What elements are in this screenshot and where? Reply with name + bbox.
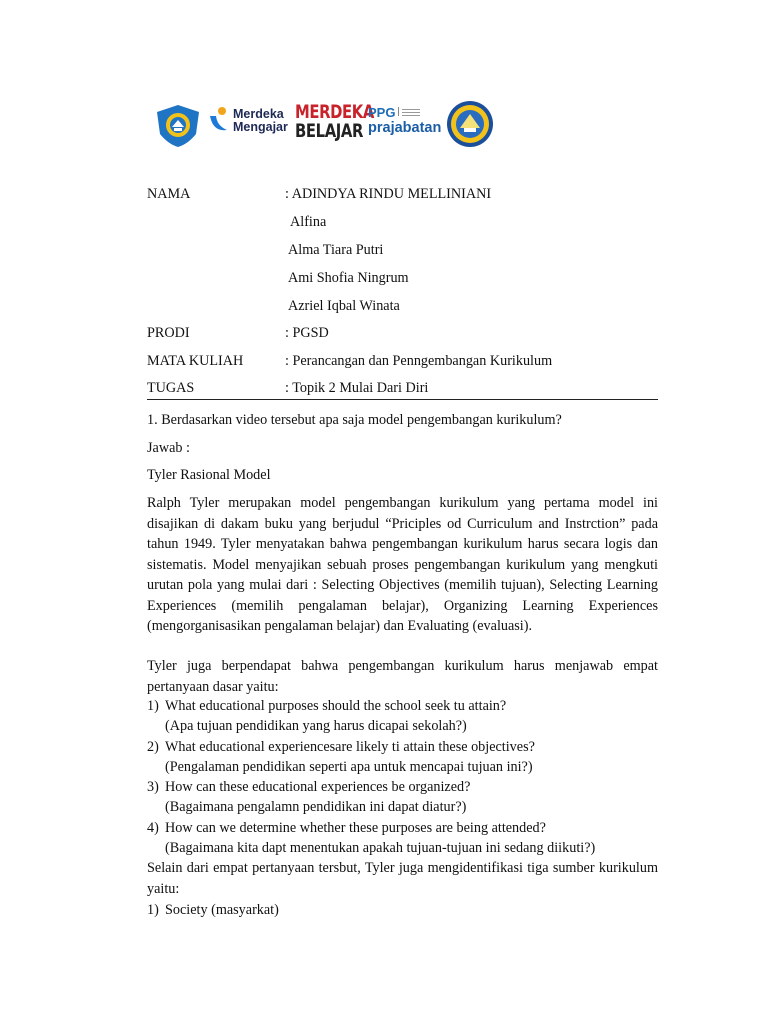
list-item-number: 1): [147, 698, 159, 714]
ppg-label: PPG: [368, 105, 396, 120]
tugas-label: TUGAS: [147, 380, 195, 396]
member-name: Alma Tiara Putri: [288, 242, 384, 258]
member-name: Ami Shofia Ningrum: [288, 270, 409, 286]
list-item-translation: (Bagaimana kita dapt menentukan apakah tujuan-tujuan ini sedang diikuti?): [165, 840, 596, 856]
merdeka-belajar-logo: [295, 103, 374, 141]
university-seal-logo: [446, 100, 494, 148]
paragraph-four-questions: Tyler juga berpendapat bahwa pengembangan kurikulum harus menjawab empat pertanyaan dasar yaitu:: [147, 658, 658, 695]
member-name: Azriel Iqbal Winata: [288, 298, 400, 314]
logo-strip: [155, 100, 475, 152]
list-item-question: How can these educational experiences be organized?: [165, 779, 471, 795]
model-title: Tyler Rasional Model: [147, 467, 271, 483]
prajabatan-label: prajabatan: [368, 120, 442, 136]
ppg-small-text-decoration: [398, 107, 423, 116]
kemdikbud-seal-logo: [155, 104, 201, 148]
list-item-translation: (Bagaimana pengalamn pendidikan ini dapat diatur?): [165, 799, 467, 815]
question-heading: 1. Berdasarkan video tersebut apa saja model pengembangan kurikulum?: [147, 412, 562, 428]
prodi-label: PRODI: [147, 325, 190, 341]
merdeka-belajar-line2: BELAJAR: [295, 120, 364, 142]
merdeka-mengajar-line1: Merdeka: [233, 107, 284, 121]
ppg-prajabatan-logo: [368, 105, 441, 137]
list-item-question: What educational purposes should the school seek tu attain?: [165, 698, 507, 714]
paragraph-tyler-intro: Ralph Tyler merupakan model pengembangan kurikulum yang pertama model ini disajikan di dakam buku yang berjudul “Priciples od Curriculum and Instrction” pada tahun 1949. Tyler menyatakan bahwa pengembangan kurikulum harus secara logis dan sistematis. Model menyajikan sebuah proses pengembangan kurikulum yang mengkuti urutan pola yang mulai dari : Selecting Objectives (memilih tujuan), Selecting Learning Experiences (memilih pengalaman belajar), Organizing Learning Experiences (mengorganisasikan pengalaman belajar) dan Evaluating (evaluasi).: [147, 495, 658, 634]
list-item-question: What educational experiencesare likely ti attain these objectives?: [165, 739, 535, 755]
list-item-number: 1): [147, 902, 159, 918]
list-item-number: 3): [147, 779, 159, 795]
list-item-number: 2): [147, 739, 159, 755]
mata-kuliah-value: : Perancangan dan Penngembangan Kurikulum: [285, 353, 553, 369]
list-item-translation: (Pengalaman pendidikan seperti apa untuk mencapai tujuan ini?): [165, 759, 533, 775]
answer-label: Jawab :: [147, 440, 190, 456]
merdeka-belajar-line1: MERDEKA: [295, 101, 374, 123]
list-item-translation: (Apa tujuan pendidikan yang harus dicapai sekolah?): [165, 718, 467, 734]
list-item-number: 4): [147, 820, 159, 836]
merdeka-mengajar-icon: [207, 106, 231, 136]
list-item-question: How can we determine whether these purposes are being attended?: [165, 820, 546, 836]
prodi-value: : PGSD: [285, 325, 329, 341]
list-item-source: Society (masyarkat): [165, 902, 279, 918]
merdeka-mengajar-line2: Mengajar: [233, 120, 288, 134]
member-name: Alfina: [290, 214, 327, 230]
nama-label: NAMA: [147, 186, 191, 202]
mata-kuliah-label: MATA KULIAH: [147, 353, 244, 369]
header-divider: [147, 399, 658, 400]
nama-value: : ADINDYA RINDU MELLINIANI: [285, 186, 492, 202]
tugas-value: : Topik 2 Mulai Dari Diri: [285, 380, 429, 396]
merdeka-mengajar-logo: [207, 106, 288, 141]
paragraph-three-sources: Selain dari empat pertanyaan tersbut, Tyler juga mengidentifikasi tiga sumber kurikulum yaitu:: [147, 860, 658, 897]
